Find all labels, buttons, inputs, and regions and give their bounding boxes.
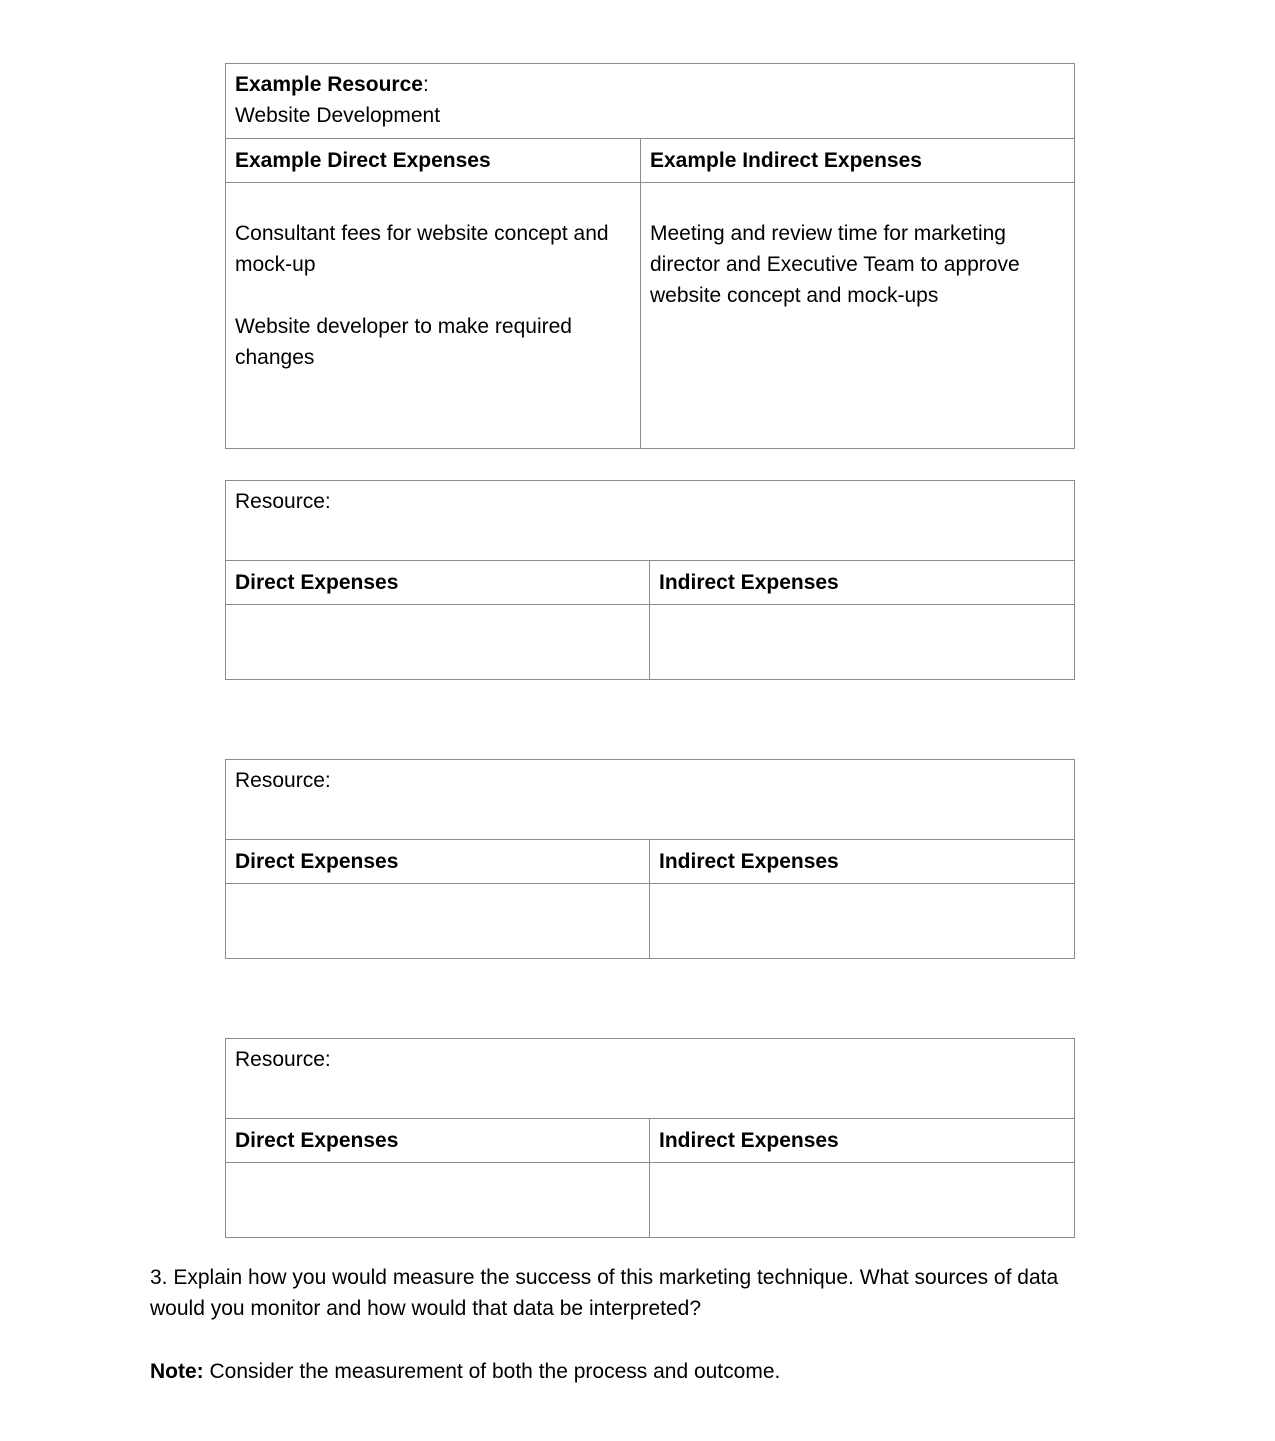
question-text: 3. Explain how you would measure the success of this marketing technique. What sources of data would you monitor and how would that data be interpreted? bbox=[150, 1266, 1059, 1320]
example-direct-cell bbox=[226, 183, 641, 449]
direct-expenses-header: Direct Expenses bbox=[226, 840, 650, 884]
indirect-expenses-header: Indirect Expenses bbox=[650, 1119, 1075, 1163]
indirect-expenses-cell[interactable] bbox=[650, 605, 1075, 680]
example-indirect-cell bbox=[641, 183, 1075, 449]
example-resource-cell bbox=[226, 64, 1075, 139]
indirect-expenses-cell[interactable] bbox=[650, 884, 1075, 959]
resource-label: Resource: bbox=[235, 490, 331, 513]
example-direct-header: Example Direct Expenses bbox=[226, 139, 641, 183]
example-indirect-header: Example Indirect Expenses bbox=[641, 139, 1075, 183]
note-text: Consider the measurement of both the process and outcome. bbox=[203, 1360, 781, 1383]
resource-cell[interactable] bbox=[226, 481, 1075, 561]
indirect-expenses-header: Indirect Expenses bbox=[650, 840, 1075, 884]
indirect-expenses-header: Indirect Expenses bbox=[650, 561, 1075, 605]
note-paragraph bbox=[150, 1356, 1110, 1387]
note-label: Note: bbox=[150, 1360, 204, 1383]
example-direct-item: Website developer to make required changes bbox=[235, 315, 572, 369]
example-indirect-item: Meeting and review time for marketing director and Executive Team to approve website concept and mock-ups bbox=[650, 222, 1020, 307]
resource-cell[interactable] bbox=[226, 1039, 1075, 1119]
resource-label: Resource: bbox=[235, 769, 331, 792]
example-resource-colon: : bbox=[422, 73, 429, 96]
direct-expenses-header: Direct Expenses bbox=[226, 561, 650, 605]
indirect-expenses-cell[interactable] bbox=[650, 1163, 1075, 1238]
resource-table-1 bbox=[225, 480, 1075, 680]
example-resource-label: Example Resource bbox=[235, 73, 423, 96]
direct-expenses-cell[interactable] bbox=[226, 884, 650, 959]
resource-label: Resource: bbox=[235, 1048, 331, 1071]
example-resource-table bbox=[225, 63, 1075, 449]
resource-cell[interactable] bbox=[226, 760, 1075, 840]
example-direct-item: Consultant fees for website concept and mock-up bbox=[235, 222, 609, 276]
direct-expenses-cell[interactable] bbox=[226, 605, 650, 680]
direct-expenses-header: Direct Expenses bbox=[226, 1119, 650, 1163]
example-resource-value: Website Development bbox=[235, 104, 441, 127]
resource-table-3 bbox=[225, 1038, 1075, 1238]
resource-table-2 bbox=[225, 759, 1075, 959]
direct-expenses-cell[interactable] bbox=[226, 1163, 650, 1238]
